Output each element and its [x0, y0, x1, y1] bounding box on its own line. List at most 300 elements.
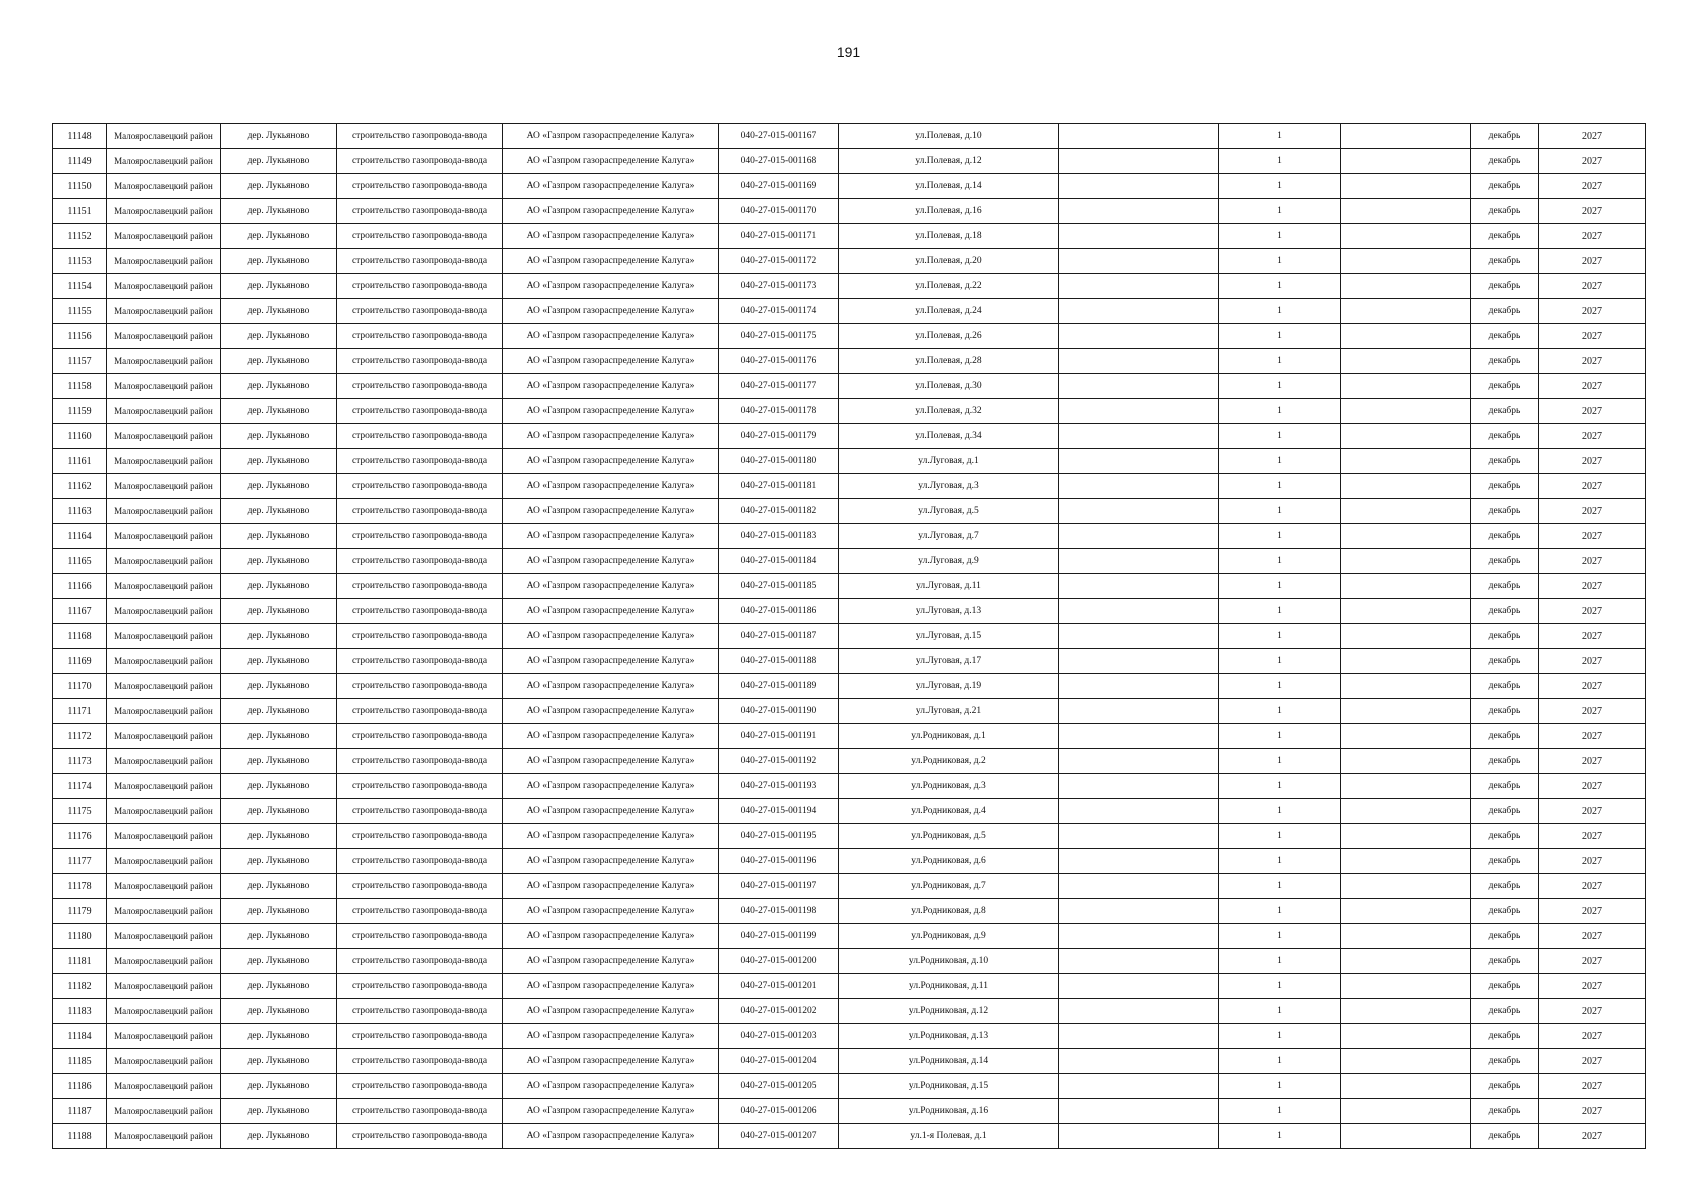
cell-quantity: 1: [1219, 824, 1341, 849]
cell-object-code: 040-27-015-001171: [719, 224, 839, 249]
cell-year: 2027: [1539, 924, 1646, 949]
cell-empty: [1341, 699, 1471, 724]
cell-district: Малоярославецкий район: [107, 674, 221, 699]
cell-address: ул.Луговая, д.3: [839, 474, 1059, 499]
cell-quantity: 1: [1219, 724, 1341, 749]
table-row: [53, 699, 1646, 724]
cell-empty: [1341, 999, 1471, 1024]
cell-address: ул.Родниковая, д.7: [839, 874, 1059, 899]
cell-empty: [1341, 224, 1471, 249]
cell-empty: [1059, 1124, 1219, 1149]
cell-object-code: 040-27-015-001175: [719, 324, 839, 349]
cell-village: дер. Лукьяново: [221, 199, 337, 224]
table-row: [53, 324, 1646, 349]
cell-empty: [1341, 574, 1471, 599]
cell-district: Малоярославецкий район: [107, 1024, 221, 1049]
cell-empty: [1341, 1124, 1471, 1149]
cell-number: 11166: [53, 574, 107, 599]
cell-empty: [1059, 924, 1219, 949]
cell-empty: [1341, 924, 1471, 949]
cell-organization: АО «Газпром газораспределение Калуга»: [503, 974, 719, 999]
cell-year: 2027: [1539, 949, 1646, 974]
cell-year: 2027: [1539, 999, 1646, 1024]
cell-object-code: 040-27-015-001178: [719, 399, 839, 424]
cell-district: Малоярославецкий район: [107, 749, 221, 774]
table-row: [53, 849, 1646, 874]
cell-month: декабрь: [1471, 1074, 1539, 1099]
cell-empty: [1059, 874, 1219, 899]
cell-district: Малоярославецкий район: [107, 649, 221, 674]
cell-address: ул.Родниковая, д.16: [839, 1099, 1059, 1124]
cell-district: Малоярославецкий район: [107, 774, 221, 799]
cell-work-type: строительство газопровода-ввода: [337, 149, 503, 174]
cell-village: дер. Лукьяново: [221, 999, 337, 1024]
cell-year: 2027: [1539, 374, 1646, 399]
cell-district: Малоярославецкий район: [107, 474, 221, 499]
cell-address: ул.Полевая, д.18: [839, 224, 1059, 249]
cell-month: декабрь: [1471, 724, 1539, 749]
cell-organization: АО «Газпром газораспределение Калуга»: [503, 349, 719, 374]
cell-organization: АО «Газпром газораспределение Калуга»: [503, 1024, 719, 1049]
cell-quantity: 1: [1219, 224, 1341, 249]
cell-year: 2027: [1539, 824, 1646, 849]
cell-month: декабрь: [1471, 824, 1539, 849]
table-row: [53, 1049, 1646, 1074]
table-row: [53, 599, 1646, 624]
cell-empty: [1059, 599, 1219, 624]
cell-organization: АО «Газпром газораспределение Калуга»: [503, 249, 719, 274]
cell-month: декабрь: [1471, 249, 1539, 274]
cell-work-type: строительство газопровода-ввода: [337, 1024, 503, 1049]
cell-year: 2027: [1539, 124, 1646, 149]
table-row: [53, 774, 1646, 799]
cell-district: Малоярославецкий район: [107, 849, 221, 874]
cell-empty: [1341, 974, 1471, 999]
cell-empty: [1341, 1074, 1471, 1099]
cell-district: Малоярославецкий район: [107, 124, 221, 149]
cell-year: 2027: [1539, 1049, 1646, 1074]
cell-quantity: 1: [1219, 1099, 1341, 1124]
cell-month: декабрь: [1471, 774, 1539, 799]
cell-empty: [1341, 349, 1471, 374]
cell-village: дер. Лукьяново: [221, 474, 337, 499]
cell-object-code: 040-27-015-001182: [719, 499, 839, 524]
cell-number: 11151: [53, 199, 107, 224]
cell-object-code: 040-27-015-001183: [719, 524, 839, 549]
cell-district: Малоярославецкий район: [107, 324, 221, 349]
cell-work-type: строительство газопровода-ввода: [337, 724, 503, 749]
cell-organization: АО «Газпром газораспределение Калуга»: [503, 924, 719, 949]
cell-village: дер. Лукьяново: [221, 849, 337, 874]
table-row: [53, 149, 1646, 174]
cell-empty: [1341, 599, 1471, 624]
cell-empty: [1059, 449, 1219, 474]
cell-work-type: строительство газопровода-ввода: [337, 949, 503, 974]
cell-empty: [1059, 199, 1219, 224]
cell-quantity: 1: [1219, 474, 1341, 499]
cell-village: дер. Лукьяново: [221, 749, 337, 774]
cell-work-type: строительство газопровода-ввода: [337, 624, 503, 649]
table-row: [53, 1074, 1646, 1099]
cell-year: 2027: [1539, 774, 1646, 799]
cell-village: дер. Лукьяново: [221, 574, 337, 599]
cell-number: 11177: [53, 849, 107, 874]
cell-month: декабрь: [1471, 899, 1539, 924]
cell-work-type: строительство газопровода-ввода: [337, 549, 503, 574]
cell-work-type: строительство газопровода-ввода: [337, 424, 503, 449]
cell-empty: [1341, 649, 1471, 674]
cell-district: Малоярославецкий район: [107, 924, 221, 949]
cell-village: дер. Лукьяново: [221, 524, 337, 549]
cell-quantity: 1: [1219, 324, 1341, 349]
cell-work-type: строительство газопровода-ввода: [337, 999, 503, 1024]
cell-empty: [1059, 649, 1219, 674]
cell-month: декабрь: [1471, 424, 1539, 449]
cell-quantity: 1: [1219, 924, 1341, 949]
cell-year: 2027: [1539, 599, 1646, 624]
table-row: [53, 999, 1646, 1024]
cell-address: ул.Луговая, д.5: [839, 499, 1059, 524]
cell-year: 2027: [1539, 749, 1646, 774]
cell-number: 11160: [53, 424, 107, 449]
cell-number: 11158: [53, 374, 107, 399]
cell-empty: [1059, 399, 1219, 424]
cell-organization: АО «Газпром газораспределение Калуга»: [503, 499, 719, 524]
cell-district: Малоярославецкий район: [107, 1074, 221, 1099]
cell-month: декабрь: [1471, 974, 1539, 999]
cell-empty: [1059, 149, 1219, 174]
cell-object-code: 040-27-015-001192: [719, 749, 839, 774]
cell-object-code: 040-27-015-001199: [719, 924, 839, 949]
cell-district: Малоярославецкий район: [107, 999, 221, 1024]
cell-object-code: 040-27-015-001200: [719, 949, 839, 974]
table-row: [53, 174, 1646, 199]
cell-empty: [1341, 174, 1471, 199]
cell-object-code: 040-27-015-001187: [719, 624, 839, 649]
cell-work-type: строительство газопровода-ввода: [337, 524, 503, 549]
cell-year: 2027: [1539, 199, 1646, 224]
cell-quantity: 1: [1219, 574, 1341, 599]
cell-work-type: строительство газопровода-ввода: [337, 599, 503, 624]
cell-month: декабрь: [1471, 999, 1539, 1024]
table-row: [53, 449, 1646, 474]
cell-empty: [1059, 724, 1219, 749]
cell-work-type: строительство газопровода-ввода: [337, 374, 503, 399]
cell-number: 11186: [53, 1074, 107, 1099]
cell-work-type: строительство газопровода-ввода: [337, 699, 503, 724]
cell-village: дер. Лукьяново: [221, 799, 337, 824]
cell-empty: [1059, 174, 1219, 199]
table-row: [53, 1124, 1646, 1149]
cell-empty: [1059, 324, 1219, 349]
cell-work-type: строительство газопровода-ввода: [337, 749, 503, 774]
cell-work-type: строительство газопровода-ввода: [337, 174, 503, 199]
cell-year: 2027: [1539, 224, 1646, 249]
cell-month: декабрь: [1471, 674, 1539, 699]
table-row: [53, 749, 1646, 774]
cell-number: 11156: [53, 324, 107, 349]
cell-month: декабрь: [1471, 549, 1539, 574]
cell-object-code: 040-27-015-001167: [719, 124, 839, 149]
table-row: [53, 474, 1646, 499]
table-row: [53, 899, 1646, 924]
cell-village: дер. Лукьяново: [221, 499, 337, 524]
cell-empty: [1059, 674, 1219, 699]
cell-number: 11170: [53, 674, 107, 699]
cell-work-type: строительство газопровода-ввода: [337, 849, 503, 874]
cell-month: декабрь: [1471, 524, 1539, 549]
cell-organization: АО «Газпром газораспределение Калуга»: [503, 799, 719, 824]
cell-quantity: 1: [1219, 499, 1341, 524]
cell-address: ул.Родниковая, д.15: [839, 1074, 1059, 1099]
cell-object-code: 040-27-015-001170: [719, 199, 839, 224]
cell-month: декабрь: [1471, 799, 1539, 824]
cell-year: 2027: [1539, 149, 1646, 174]
cell-year: 2027: [1539, 399, 1646, 424]
cell-number: 11154: [53, 274, 107, 299]
cell-village: дер. Лукьяново: [221, 1049, 337, 1074]
cell-organization: АО «Газпром газораспределение Калуга»: [503, 324, 719, 349]
cell-village: дер. Лукьяново: [221, 424, 337, 449]
cell-number: 11172: [53, 724, 107, 749]
cell-address: ул.Луговая, д.17: [839, 649, 1059, 674]
cell-district: Малоярославецкий район: [107, 149, 221, 174]
cell-village: дер. Лукьяново: [221, 374, 337, 399]
cell-village: дер. Лукьяново: [221, 324, 337, 349]
cell-district: Малоярославецкий район: [107, 874, 221, 899]
cell-empty: [1341, 199, 1471, 224]
cell-address: ул.Луговая, д.21: [839, 699, 1059, 724]
cell-village: дер. Лукьяново: [221, 649, 337, 674]
cell-district: Малоярославецкий район: [107, 824, 221, 849]
cell-month: декабрь: [1471, 624, 1539, 649]
cell-work-type: строительство газопровода-ввода: [337, 449, 503, 474]
cell-year: 2027: [1539, 649, 1646, 674]
table-row: [53, 299, 1646, 324]
cell-work-type: строительство газопровода-ввода: [337, 799, 503, 824]
cell-address: ул.Полевая, д.22: [839, 274, 1059, 299]
cell-empty: [1341, 624, 1471, 649]
cell-quantity: 1: [1219, 849, 1341, 874]
cell-quantity: 1: [1219, 749, 1341, 774]
cell-organization: АО «Газпром газораспределение Калуга»: [503, 599, 719, 624]
cell-object-code: 040-27-015-001168: [719, 149, 839, 174]
cell-month: декабрь: [1471, 149, 1539, 174]
cell-empty: [1059, 774, 1219, 799]
cell-empty: [1341, 424, 1471, 449]
cell-work-type: строительство газопровода-ввода: [337, 324, 503, 349]
cell-address: ул.Полевая, д.30: [839, 374, 1059, 399]
cell-month: декабрь: [1471, 849, 1539, 874]
cell-empty: [1341, 774, 1471, 799]
cell-year: 2027: [1539, 874, 1646, 899]
cell-district: Малоярославецкий район: [107, 699, 221, 724]
cell-object-code: 040-27-015-001197: [719, 874, 839, 899]
cell-village: дер. Лукьяново: [221, 599, 337, 624]
cell-number: 11169: [53, 649, 107, 674]
cell-quantity: 1: [1219, 399, 1341, 424]
register-table: [52, 123, 1646, 1149]
cell-work-type: строительство газопровода-ввода: [337, 399, 503, 424]
cell-object-code: 040-27-015-001174: [719, 299, 839, 324]
cell-object-code: 040-27-015-001206: [719, 1099, 839, 1124]
cell-empty: [1059, 499, 1219, 524]
cell-number: 11162: [53, 474, 107, 499]
cell-work-type: строительство газопровода-ввода: [337, 249, 503, 274]
cell-quantity: 1: [1219, 349, 1341, 374]
cell-quantity: 1: [1219, 599, 1341, 624]
table-row: [53, 724, 1646, 749]
cell-district: Малоярославецкий район: [107, 974, 221, 999]
table-row: [53, 274, 1646, 299]
cell-quantity: 1: [1219, 1049, 1341, 1074]
cell-empty: [1341, 549, 1471, 574]
cell-object-code: 040-27-015-001189: [719, 674, 839, 699]
cell-year: 2027: [1539, 299, 1646, 324]
cell-work-type: строительство газопровода-ввода: [337, 499, 503, 524]
cell-work-type: строительство газопровода-ввода: [337, 1099, 503, 1124]
cell-year: 2027: [1539, 674, 1646, 699]
cell-object-code: 040-27-015-001169: [719, 174, 839, 199]
cell-address: ул.Полевая, д.24: [839, 299, 1059, 324]
cell-empty: [1341, 149, 1471, 174]
cell-district: Малоярославецкий район: [107, 224, 221, 249]
cell-number: 11148: [53, 124, 107, 149]
cell-year: 2027: [1539, 524, 1646, 549]
cell-empty: [1059, 274, 1219, 299]
cell-empty: [1059, 974, 1219, 999]
cell-village: дер. Лукьяново: [221, 874, 337, 899]
cell-empty: [1059, 524, 1219, 549]
cell-organization: АО «Газпром газораспределение Калуга»: [503, 674, 719, 699]
table-row: [53, 1099, 1646, 1124]
cell-year: 2027: [1539, 1099, 1646, 1124]
cell-year: 2027: [1539, 249, 1646, 274]
cell-quantity: 1: [1219, 699, 1341, 724]
cell-year: 2027: [1539, 974, 1646, 999]
cell-month: декабрь: [1471, 1024, 1539, 1049]
table-row: [53, 399, 1646, 424]
cell-address: ул.Родниковая, д.6: [839, 849, 1059, 874]
cell-number: 11179: [53, 899, 107, 924]
cell-empty: [1341, 899, 1471, 924]
cell-year: 2027: [1539, 499, 1646, 524]
cell-address: ул.Луговая, д.1: [839, 449, 1059, 474]
cell-organization: АО «Газпром газораспределение Калуга»: [503, 1124, 719, 1149]
cell-year: 2027: [1539, 1074, 1646, 1099]
table-row: [53, 374, 1646, 399]
cell-work-type: строительство газопровода-ввода: [337, 874, 503, 899]
cell-organization: АО «Газпром газораспределение Калуга»: [503, 824, 719, 849]
cell-district: Малоярославецкий район: [107, 199, 221, 224]
cell-number: 11188: [53, 1124, 107, 1149]
cell-object-code: 040-27-015-001184: [719, 549, 839, 574]
cell-object-code: 040-27-015-001179: [719, 424, 839, 449]
cell-district: Малоярославецкий район: [107, 1124, 221, 1149]
cell-year: 2027: [1539, 849, 1646, 874]
cell-number: 11161: [53, 449, 107, 474]
cell-district: Малоярославецкий район: [107, 899, 221, 924]
cell-empty: [1341, 399, 1471, 424]
cell-empty: [1341, 874, 1471, 899]
cell-number: 11168: [53, 624, 107, 649]
cell-year: 2027: [1539, 274, 1646, 299]
cell-address: ул.Полевая, д.16: [839, 199, 1059, 224]
cell-work-type: строительство газопровода-ввода: [337, 574, 503, 599]
cell-quantity: 1: [1219, 974, 1341, 999]
table-row: [53, 499, 1646, 524]
table-row: [53, 424, 1646, 449]
cell-empty: [1341, 949, 1471, 974]
cell-organization: АО «Газпром газораспределение Калуга»: [503, 424, 719, 449]
cell-address: ул.Луговая, д.7: [839, 524, 1059, 549]
cell-month: декабрь: [1471, 924, 1539, 949]
cell-work-type: строительство газопровода-ввода: [337, 674, 503, 699]
cell-object-code: 040-27-015-001188: [719, 649, 839, 674]
cell-month: декабрь: [1471, 349, 1539, 374]
cell-empty: [1059, 1024, 1219, 1049]
cell-number: 11165: [53, 549, 107, 574]
cell-quantity: 1: [1219, 899, 1341, 924]
cell-empty: [1059, 799, 1219, 824]
table-row: [53, 974, 1646, 999]
cell-village: дер. Лукьяново: [221, 449, 337, 474]
cell-address: ул.Луговая, д.9: [839, 549, 1059, 574]
cell-district: Малоярославецкий район: [107, 174, 221, 199]
cell-work-type: строительство газопровода-ввода: [337, 299, 503, 324]
cell-address: ул.Полевая, д.28: [839, 349, 1059, 374]
table-row: [53, 549, 1646, 574]
cell-work-type: строительство газопровода-ввода: [337, 349, 503, 374]
cell-organization: АО «Газпром газораспределение Калуга»: [503, 874, 719, 899]
cell-organization: АО «Газпром газораспределение Калуга»: [503, 549, 719, 574]
table-row: [53, 124, 1646, 149]
cell-village: дер. Лукьяново: [221, 349, 337, 374]
cell-quantity: 1: [1219, 1124, 1341, 1149]
cell-district: Малоярославецкий район: [107, 724, 221, 749]
cell-empty: [1341, 724, 1471, 749]
cell-month: декабрь: [1471, 199, 1539, 224]
cell-year: 2027: [1539, 174, 1646, 199]
cell-month: декабрь: [1471, 599, 1539, 624]
cell-year: 2027: [1539, 574, 1646, 599]
cell-month: декабрь: [1471, 874, 1539, 899]
cell-organization: АО «Газпром газораспределение Калуга»: [503, 1074, 719, 1099]
cell-village: дер. Лукьяново: [221, 1124, 337, 1149]
cell-work-type: строительство газопровода-ввода: [337, 974, 503, 999]
cell-quantity: 1: [1219, 374, 1341, 399]
cell-organization: АО «Газпром газораспределение Калуга»: [503, 899, 719, 924]
cell-month: декабрь: [1471, 374, 1539, 399]
table-row: [53, 1024, 1646, 1049]
cell-year: 2027: [1539, 449, 1646, 474]
cell-quantity: 1: [1219, 124, 1341, 149]
cell-empty: [1341, 749, 1471, 774]
cell-work-type: строительство газопровода-ввода: [337, 1074, 503, 1099]
cell-month: декабрь: [1471, 274, 1539, 299]
cell-object-code: 040-27-015-001196: [719, 849, 839, 874]
cell-quantity: 1: [1219, 149, 1341, 174]
cell-village: дер. Лукьяново: [221, 724, 337, 749]
cell-month: декабрь: [1471, 1099, 1539, 1124]
cell-number: 11174: [53, 774, 107, 799]
cell-work-type: строительство газопровода-ввода: [337, 774, 503, 799]
cell-month: декабрь: [1471, 224, 1539, 249]
cell-address: ул.Родниковая, д.14: [839, 1049, 1059, 1074]
cell-address: ул.Родниковая, д.5: [839, 824, 1059, 849]
cell-organization: АО «Газпром газораспределение Калуга»: [503, 999, 719, 1024]
cell-year: 2027: [1539, 899, 1646, 924]
